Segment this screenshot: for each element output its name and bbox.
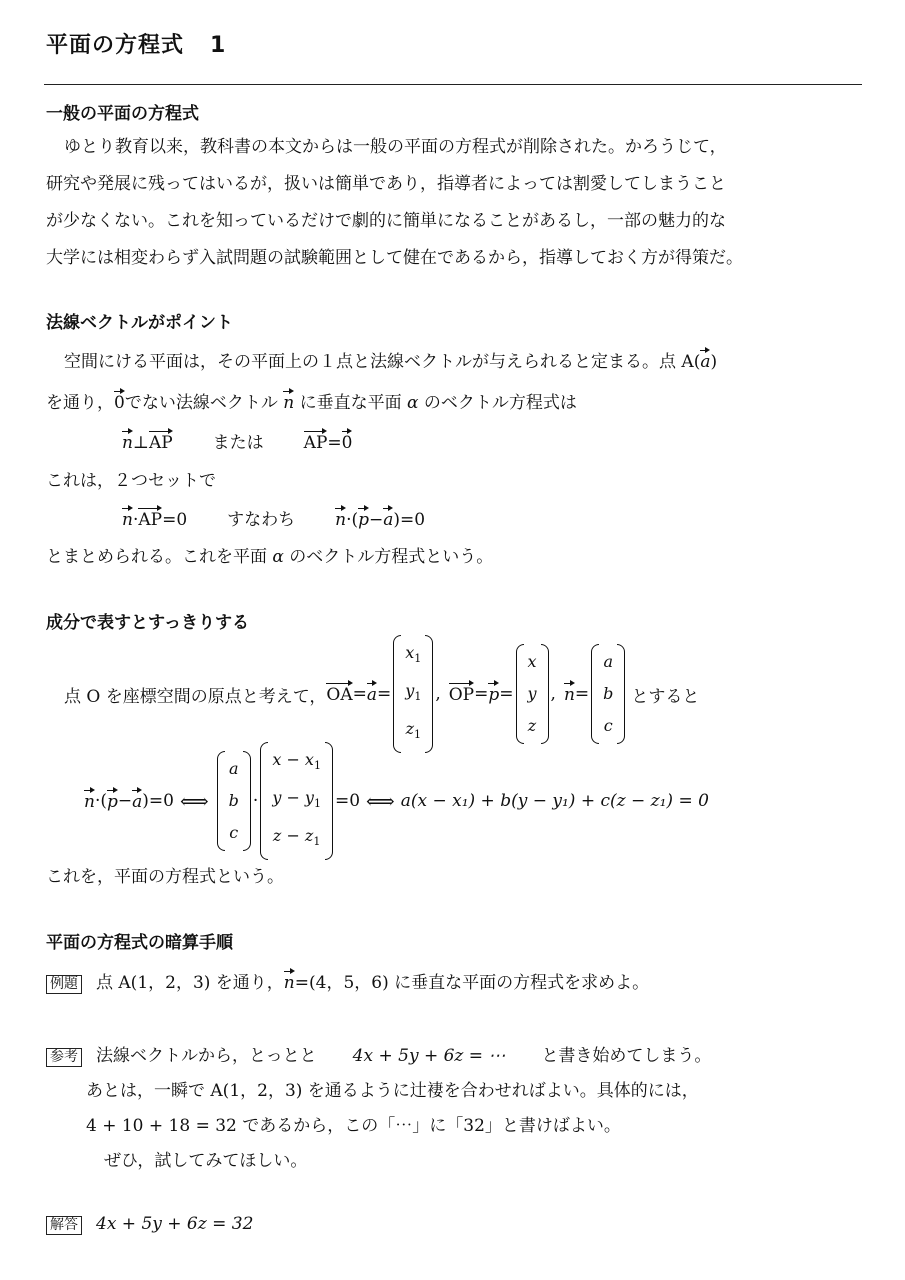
text: とすると	[631, 686, 700, 707]
paragraph-line: 研究や発展に残ってはいるが，扱いは簡単であり，指導者によっては割愛してしまうこと	[46, 174, 726, 194]
zero-vector: 0	[114, 393, 125, 413]
text: を通り，	[46, 393, 114, 413]
paragraph-line: これは，２つセットで	[46, 471, 216, 491]
page-title	[46, 28, 226, 59]
section-heading-mental-calc: 平面の方程式の暗算手順	[46, 933, 233, 953]
alpha: α	[272, 547, 284, 567]
text: 点 A(1，2，3) を通り，	[96, 973, 284, 993]
answer-equation: 4x + 5y + 6z = 32	[96, 1214, 254, 1234]
paragraph-line: 大学には相変わらず入試問題の試験範囲として健在であるから，指導しておく方が得策だ。	[46, 248, 743, 268]
text: 点 O を座標空間の原点と考えて，	[64, 686, 327, 707]
text: 空間にける平面は，その平面上の１点と法線ベクトルが与えられると定まる。点 A	[64, 352, 694, 372]
answer-label: 解答	[46, 1216, 82, 1235]
section-heading-normal-vector: 法線ベクトルがポイント	[46, 313, 233, 333]
difference-matrix: $x - x_1$ $y - y_1$ $z - z_1$	[260, 742, 333, 861]
text: =(4，5，6) に垂直な平面の方程式を求めよ。	[294, 973, 650, 993]
paragraph-line: ゆとり教育以来，教科書の本文からは一般の平面の方程式が削除された。かろうじて，	[64, 137, 727, 157]
answer-line	[46, 1214, 253, 1235]
example-label: 例題	[46, 975, 82, 994]
paragraph-line: が少なくない。これを知っているだけで劇的に簡単になることがあるし，一部の魅力的な	[46, 211, 726, 231]
reference-equation: 4x + 5y + 6z = ⋯	[352, 1046, 506, 1066]
reference-line	[46, 1041, 711, 1067]
section-heading-general: 一般の平面の方程式	[46, 104, 199, 124]
title-number: 1	[210, 33, 227, 58]
text: 法線ベクトルから，とっとと	[96, 1046, 317, 1066]
equation-line: n·AP=0 すなわち n·(p−a)=0	[122, 510, 426, 530]
paragraph-line: あとは，一瞬で A(1，2，3) を通るように辻褄を合わせればよい。具体的には，	[86, 1081, 699, 1101]
paragraph-line	[46, 542, 493, 567]
namely-text: すなわち	[227, 510, 296, 530]
text: とまとめられる。これを平面	[46, 547, 267, 567]
vector-p-matrix: x y z	[516, 644, 549, 744]
example-line: 例題 点 A(1，2，3) を通り，n=(4，5，6) に垂直な平面の方程式を求めよ。	[46, 968, 649, 994]
paragraph-line: ぜひ，試してみてほしい。	[104, 1151, 308, 1171]
title-text: 平面の方程式	[46, 33, 185, 58]
or-text: または	[212, 433, 264, 453]
paragraph-line: を通り，0でない法線ベクトル n に垂直な平面 α のベクトル方程式は	[46, 393, 577, 413]
reference-label: 参考	[46, 1048, 82, 1067]
section-heading-components: 成分で表すとすっきりする	[46, 613, 249, 633]
text: と書き始めてしまう。	[541, 1046, 712, 1066]
equation-line: n⊥AP または AP=0	[122, 433, 353, 453]
text: のベクトル方程式という。	[289, 547, 494, 567]
paragraph-line: 4 + 10 + 18 = 32 であるから，この「⋯」に「32」と書けばよい。	[86, 1116, 621, 1136]
component-equation: n ·( p − a )=0 ⟺ a b c · $x - x_1$ $y - y_1$ $z - z_1$ =0 ⟺ a(x − x₁) + b(y − y₁) + c(z − z₁) = 0	[84, 752, 709, 850]
paragraph-line: 空間にける平面は，その平面上の１点と法線ベクトルが与えられると定まる。点 A(a)	[64, 352, 718, 372]
plane-equation: a(x − x₁) + b(y − y₁) + c(z − z₁) = 0	[400, 791, 709, 811]
title-rule	[44, 84, 862, 85]
vector-n-matrix: a b c	[591, 644, 625, 744]
components-line: 点 O を座標空間の原点と考えて， OA = a = $x_1$ $y_1$ $z_1$ , OP = p = x y z , n = a b c とすると	[46, 645, 699, 743]
alpha: α	[407, 393, 419, 413]
normal-matrix: a b c	[217, 751, 251, 851]
text: に垂直な平面	[299, 393, 402, 413]
text: でない法線ベクトル	[124, 393, 278, 413]
text: のベクトル方程式は	[423, 393, 577, 413]
paragraph-line: これを，平面の方程式という。	[46, 867, 284, 887]
vector-a-matrix: $x_1$ $y_1$ $z_1$	[393, 635, 433, 754]
